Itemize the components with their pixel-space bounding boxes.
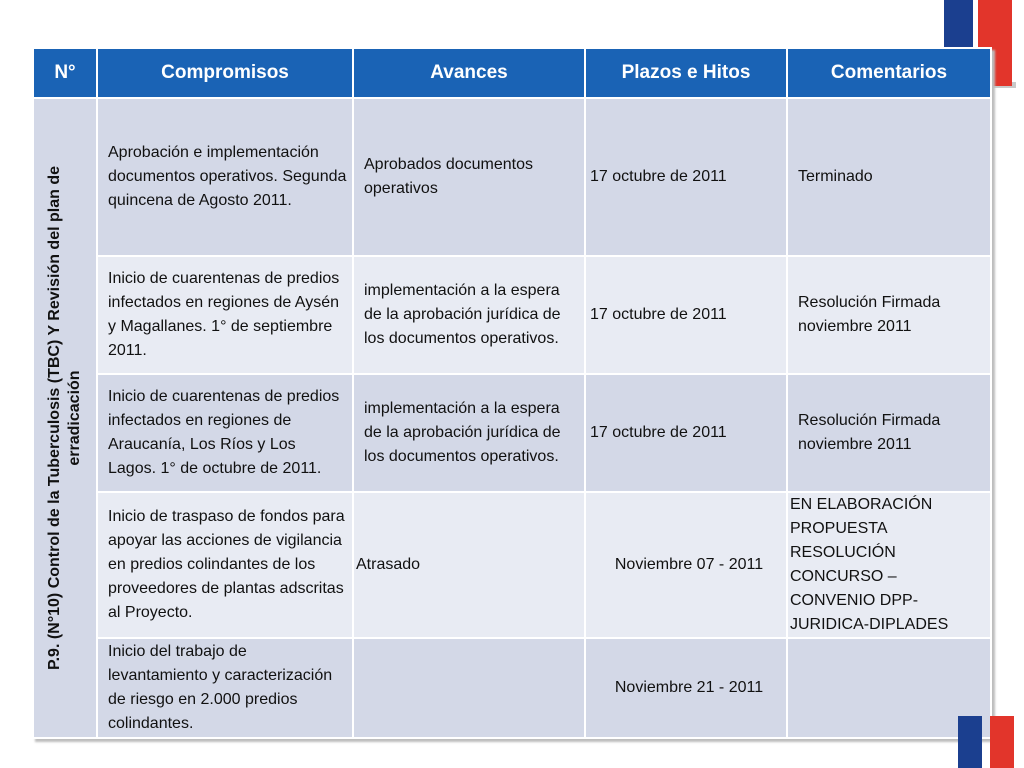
compromiso-cell: Inicio de cuarentenas de predios infectados en regiones de Araucanía, Los Ríos y Los Lagos. 1° de octubre de 2011. bbox=[97, 374, 353, 492]
section-label-line2: erradicación bbox=[66, 370, 84, 466]
comentario-cell: EN ELABORACIÓN PROPUESTA RESOLUCIÓN CONCURSO – CONVENIO DPP-JURIDICA-DIPLADES bbox=[787, 492, 991, 638]
table-row bbox=[33, 638, 991, 738]
plazo-cell: Noviembre 21 - 2011 bbox=[585, 638, 787, 738]
avance-cell bbox=[353, 638, 585, 738]
compromiso-cell: Inicio de traspaso de fondos para apoyar las acciones de vigilancia en predios colindantes de los proveedores de plantas adscritas al Proyecto. bbox=[97, 492, 353, 638]
header-row bbox=[33, 48, 991, 98]
corner-flag-red-bottom bbox=[990, 716, 1014, 768]
header-num: N° bbox=[33, 48, 97, 98]
section-label bbox=[45, 166, 85, 670]
header-avances: Avances bbox=[353, 48, 585, 98]
section-label-line1: P.9. (N°10) Control de la Tuberculosis (TBC) Y Revisión del plan de bbox=[46, 166, 64, 670]
table-row bbox=[33, 256, 991, 374]
section-label-cell bbox=[33, 98, 97, 738]
header-comentarios: Comentarios bbox=[787, 48, 991, 98]
avance-cell: implementación a la espera de la aprobación jurídica de los documentos operativos. bbox=[353, 374, 585, 492]
header-compromisos: Compromisos bbox=[97, 48, 353, 98]
compromiso-cell: Inicio de cuarentenas de predios infectados en regiones de Aysén y Magallanes. 1° de septiembre 2011. bbox=[97, 256, 353, 374]
comentario-cell: Resolución Firmada noviembre 2011 bbox=[787, 256, 991, 374]
plazo-cell: 17 octubre de 2011 bbox=[585, 256, 787, 374]
compromiso-cell: Aprobación e implementación documentos operativos. Segunda quincena de Agosto 2011. bbox=[97, 98, 353, 256]
table-row bbox=[33, 98, 991, 256]
corner-flag-blue-bottom bbox=[958, 716, 982, 768]
header-plazos: Plazos e Hitos bbox=[585, 48, 787, 98]
avance-cell: Aprobados documentos operativos bbox=[353, 98, 585, 256]
avance-cell: implementación a la espera de la aprobación jurídica de los documentos operativos. bbox=[353, 256, 585, 374]
comentario-cell: Terminado bbox=[787, 98, 991, 256]
commitments-table bbox=[32, 47, 992, 739]
plazo-cell: 17 octubre de 2011 bbox=[585, 374, 787, 492]
table-row bbox=[33, 374, 991, 492]
plazo-cell: Noviembre 07 - 2011 bbox=[585, 492, 787, 638]
comentario-cell: Resolución Firmada noviembre 2011 bbox=[787, 374, 991, 492]
avance-cell: Atrasado bbox=[353, 492, 585, 638]
plazo-cell: 17 octubre de 2011 bbox=[585, 98, 787, 256]
compromiso-cell: Inicio del trabajo de levantamiento y caracterización de riesgo en 2.000 predios colindantes. bbox=[97, 638, 353, 738]
table-row bbox=[33, 492, 991, 638]
